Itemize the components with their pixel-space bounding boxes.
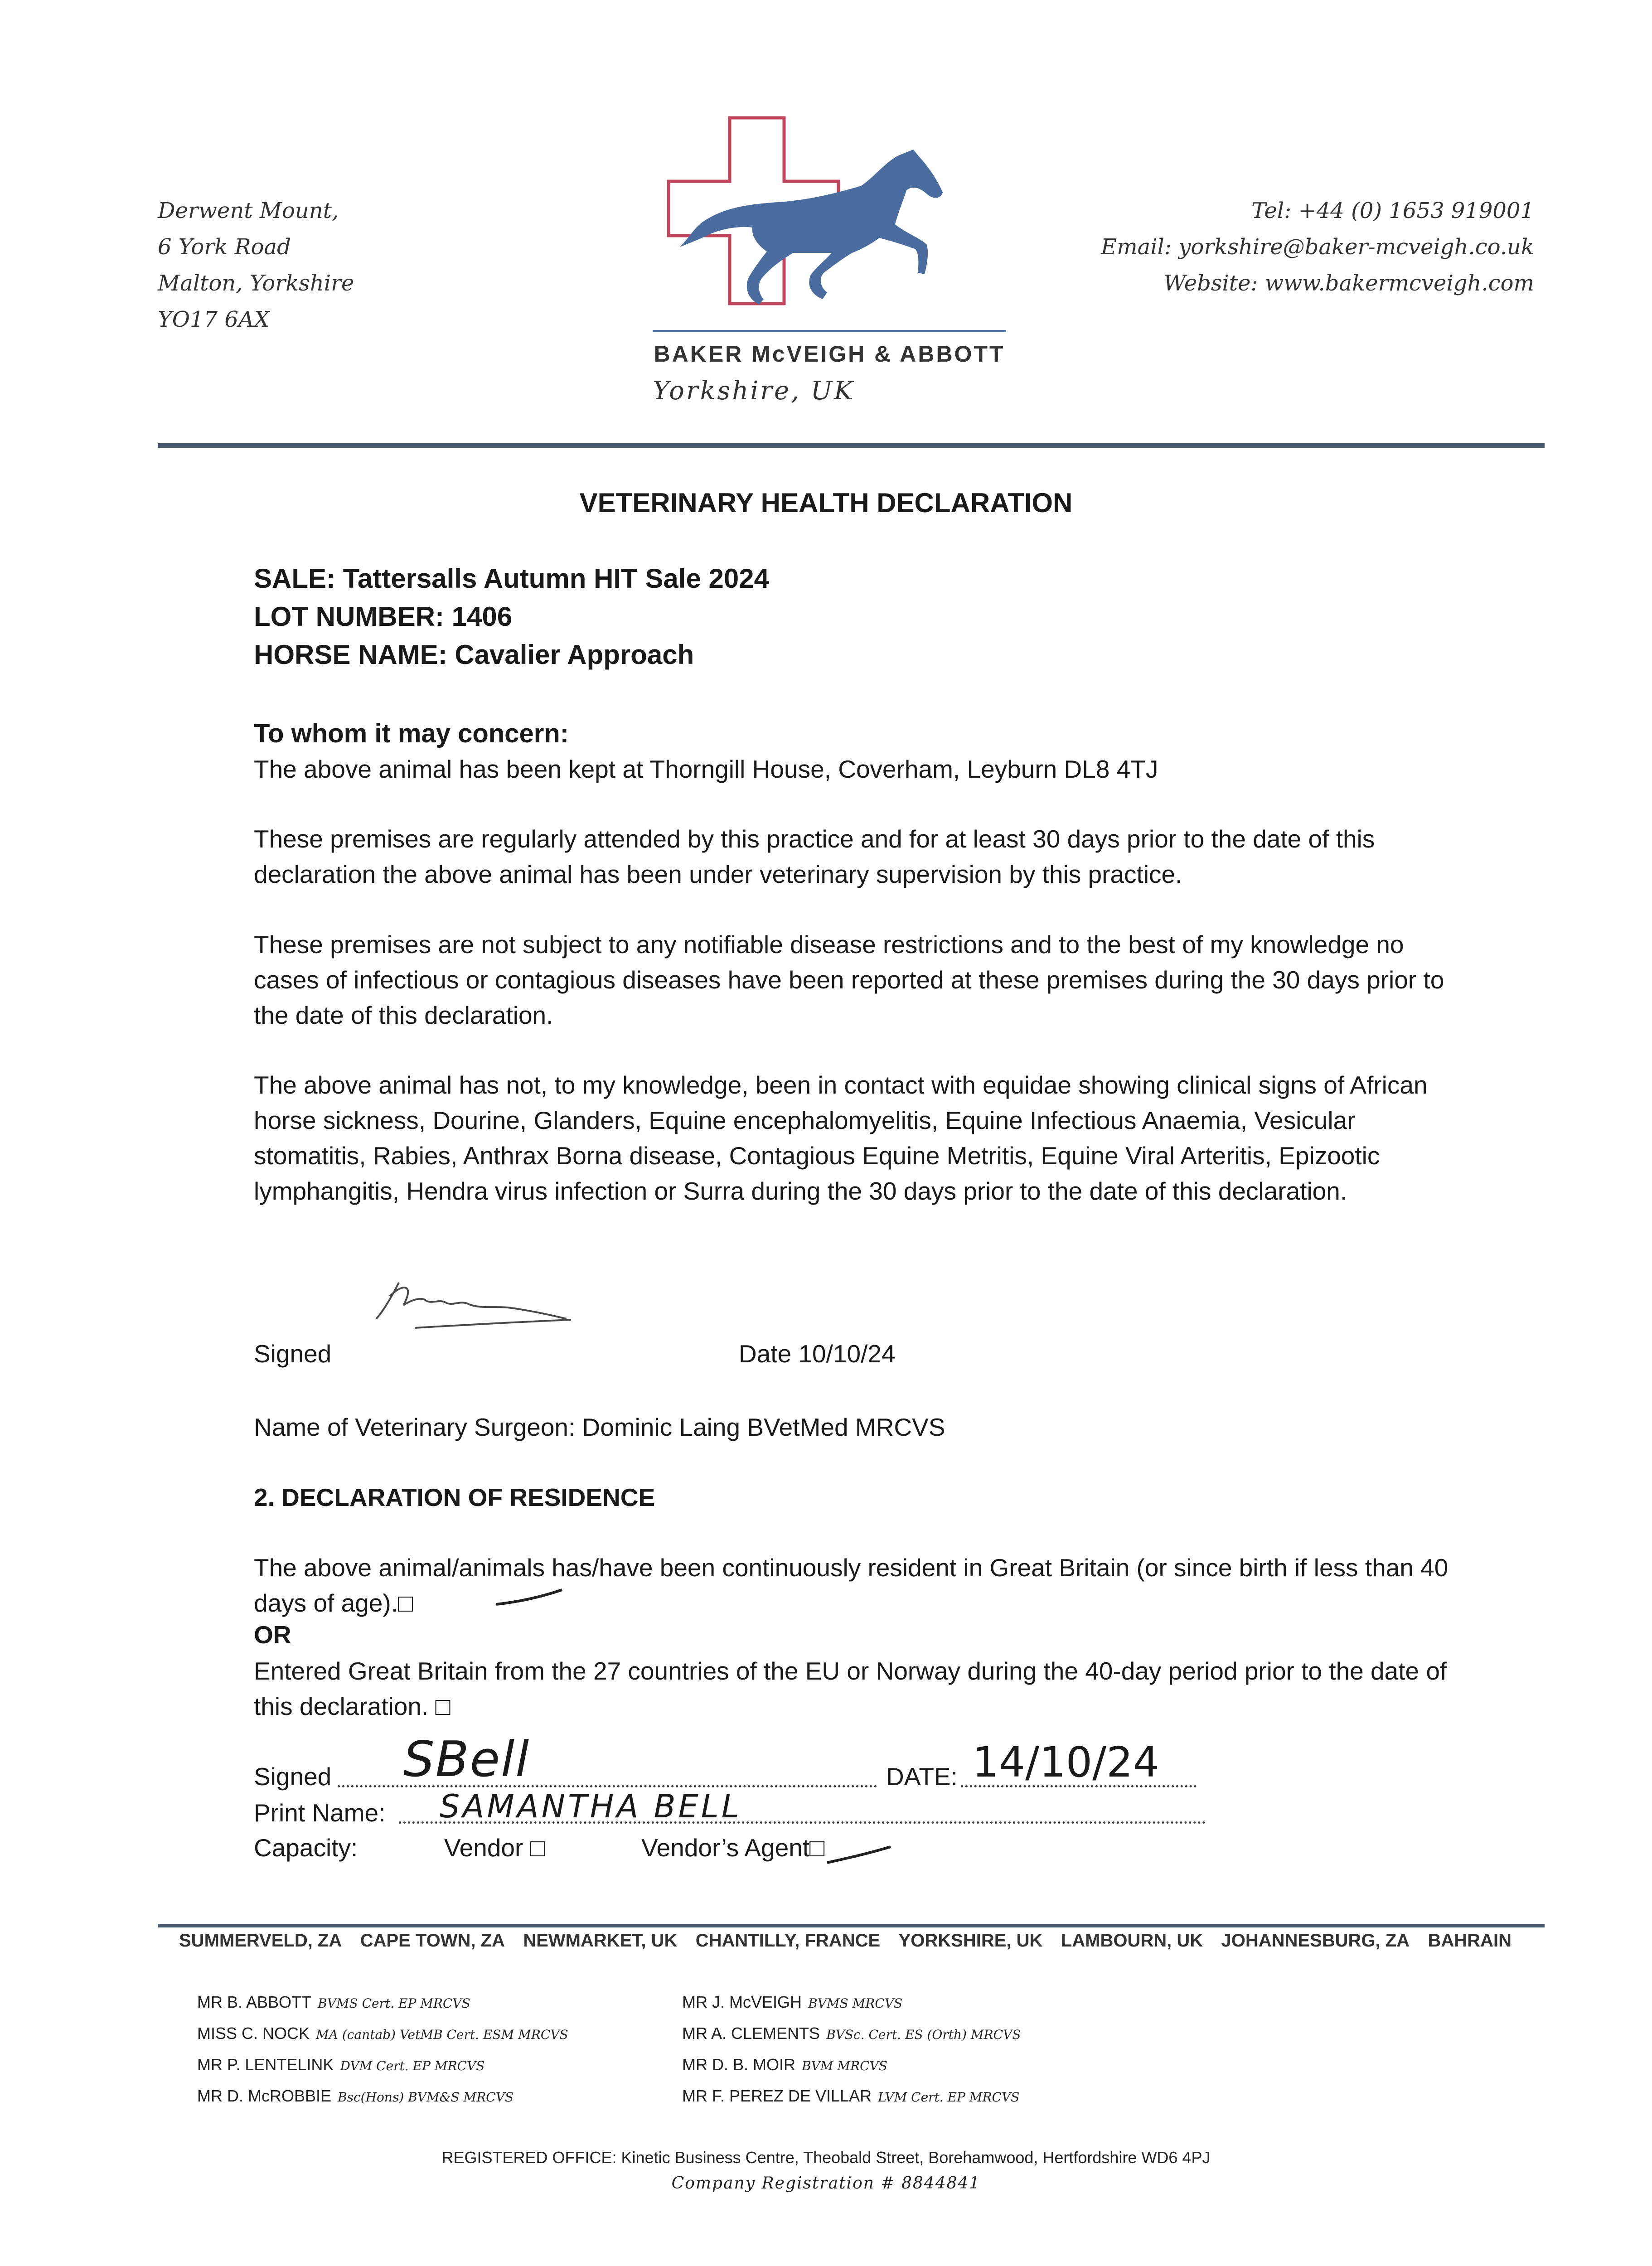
partner-qualifications: BVMS MRCVS xyxy=(808,1996,903,2011)
agent-tick-mark-icon xyxy=(825,1842,893,1867)
practice-contact xyxy=(1101,193,1534,301)
vet-signed-label: Signed xyxy=(254,1340,332,1368)
date-handwritten: 14/10/24 xyxy=(972,1738,1160,1787)
print-name-handwritten: SAMANTHA BELL xyxy=(440,1788,742,1825)
company-registration: Company Registration # 8844841 xyxy=(671,2174,981,2193)
office-location: JOHANNESBURG, ZA xyxy=(1221,1931,1410,1951)
or-separator: OR xyxy=(254,1621,291,1649)
tick-mark-icon xyxy=(494,1586,567,1613)
office-location: NEWMARKET, UK xyxy=(523,1931,678,1951)
partner-qualifications: BVM MRCVS xyxy=(802,2058,887,2073)
lot-label: LOT NUMBER: xyxy=(254,601,444,632)
vet-signature xyxy=(372,1264,580,1341)
practice-address xyxy=(158,193,354,338)
cross-and-horse-logo xyxy=(648,109,1011,344)
partner-entry xyxy=(197,2050,568,2081)
office-locations xyxy=(179,1931,1512,1951)
registered-office: REGISTERED OFFICE: Kinetic Business Centre, Theobald Street, Borehamwood, Hertfordshire WD6 4PJ xyxy=(441,2148,1211,2167)
salutation: To whom it may concern: xyxy=(254,719,569,748)
horse-line xyxy=(254,636,769,674)
partner-name: MR D. McROBBIE xyxy=(197,2087,332,2105)
partner-entry xyxy=(197,2081,568,2112)
address-line: YO17 6AX xyxy=(158,307,270,332)
lot-value: 1406 xyxy=(451,601,513,632)
partners-right-column xyxy=(682,1987,1021,2112)
office-location: CAPE TOWN, ZA xyxy=(360,1931,505,1951)
partner-entry xyxy=(197,1987,568,2019)
partner-name: MR F. PEREZ DE VILLAR xyxy=(682,2087,872,2105)
sale-value: Tattersalls Autumn HIT Sale 2024 xyxy=(343,563,769,594)
vendor-label: Vendor xyxy=(444,1834,523,1862)
address-line: Malton, Yorkshire xyxy=(158,271,354,296)
vendor-checkbox[interactable]: □ xyxy=(530,1834,545,1862)
partner-qualifications: MA (cantab) VetMB Cert. ESM MRCVS xyxy=(316,2027,568,2042)
partner-entry xyxy=(682,2019,1021,2050)
residence-option-1-text: The above animal/animals has/have been continuously resident in Great Britain (or since birth if less than 40 days of age). xyxy=(254,1554,1449,1617)
header-divider xyxy=(158,443,1545,448)
partner-entry xyxy=(682,2081,1021,2112)
vet-name: Name of Veterinary Surgeon: Dominic Laing BVetMed MRCVS xyxy=(254,1413,945,1441)
website-line: Website: www.bakermcveigh.com xyxy=(1163,271,1534,296)
paragraph-contact: The above animal has not, to my knowledge, been in contact with equidae showing clinical signs of African horse sickness, Dourine, Glanders, Equine encephalomyelitis, Equine Infectious Anaemia, Vesicular stomatitis, Rabies, Anthrax Borna disease, Contagious Equine Metritis, Equine Viral Arteritis, Epizootic lymphangitis, Hendra virus infection or Surra during the 30 days prior to the date of this declaration. xyxy=(254,1071,1428,1205)
office-location: LAMBOURN, UK xyxy=(1061,1931,1203,1951)
galloping-horse-icon xyxy=(680,150,943,305)
vendor-agent-checkbox[interactable]: □ xyxy=(809,1834,825,1862)
firm-location: Yorkshire, UK xyxy=(653,376,855,406)
vendor-agent-label: Vendor’s Agent xyxy=(641,1834,810,1862)
print-name-label: Print Name: xyxy=(254,1799,386,1827)
partner-name: MR J. McVEIGH xyxy=(682,1993,802,2011)
office-location: BAHRAIN xyxy=(1428,1931,1512,1951)
office-location: CHANTILLY, FRANCE xyxy=(695,1931,881,1951)
vendor-agent-option xyxy=(641,1833,824,1862)
partner-entry xyxy=(682,1987,1021,2019)
partner-name: MR P. LENTELINK xyxy=(197,2055,334,2074)
partner-entry xyxy=(197,2019,568,2050)
phone-line: Tel: +44 (0) 1653 919001 xyxy=(1251,198,1534,223)
sale-label: SALE: xyxy=(254,563,335,594)
partner-name: MR B. ABBOTT xyxy=(197,1993,312,2011)
section-2-title: 2. DECLARATION OF RESIDENCE xyxy=(254,1483,655,1511)
address-line: 6 York Road xyxy=(158,234,291,260)
residence-option-2-text: Entered Great Britain from the 27 countries of the EU or Norway during the 40-day period prior to the date of this declaration. xyxy=(254,1657,1447,1720)
date-label: DATE: xyxy=(886,1762,958,1791)
horse-label: HORSE NAME: xyxy=(254,639,447,670)
owner-signature: SBell xyxy=(403,1731,530,1788)
paragraph-restrictions: These premises are not subject to any notifiable disease restrictions and to the best of my knowledge no cases of infectious or contagious diseases have been reported at these premises during the 30 days prior to the date of this declaration. xyxy=(254,930,1444,1029)
partner-qualifications: Bsc(Hons) BVM&S MRCVS xyxy=(338,2090,514,2105)
address-line: Derwent Mount, xyxy=(158,198,339,223)
partners-left-column xyxy=(197,1987,568,2112)
office-location: YORKSHIRE, UK xyxy=(898,1931,1043,1951)
residence-option-2 xyxy=(254,1653,1468,1724)
partner-name: MISS C. NOCK xyxy=(197,2024,310,2043)
owner-signed-label: Signed xyxy=(254,1762,332,1791)
sale-line xyxy=(254,560,769,598)
office-location: SUMMERVELD, ZA xyxy=(179,1931,342,1951)
residence-option-2-checkbox[interactable]: □ xyxy=(435,1692,451,1720)
residence-option-1 xyxy=(254,1550,1468,1621)
partner-name: MR D. B. MOIR xyxy=(682,2055,795,2074)
sale-details xyxy=(254,560,769,674)
vet-signed-date: Date 10/10/24 xyxy=(739,1340,896,1368)
logo-underline xyxy=(653,330,1006,332)
footer-divider xyxy=(158,1924,1545,1927)
partner-qualifications: BVSc. Cert. ES (Orth) MRCVS xyxy=(826,2027,1021,2042)
document-title: VETERINARY HEALTH DECLARATION xyxy=(579,488,1073,518)
vendor-option xyxy=(444,1833,545,1862)
partner-qualifications: DVM Cert. EP MRCVS xyxy=(340,2058,485,2073)
paragraph-supervision: These premises are regularly attended by this practice and for at least 30 days prior to the date of this declaration the above animal has been under veterinary supervision by this practice. xyxy=(254,825,1375,888)
partner-qualifications: LVM Cert. EP MRCVS xyxy=(878,2090,1020,2105)
partner-qualifications: BVMS Cert. EP MRCVS xyxy=(318,1996,470,2011)
partner-entry xyxy=(682,2050,1021,2081)
lot-line xyxy=(254,598,769,636)
firm-name: BAKER McVEIGH & ABBOTT xyxy=(654,341,1005,367)
paragraph-premises: The above animal has been kept at Thorngill House, Coverham, Leyburn DL8 4TJ xyxy=(254,755,1158,783)
capacity-label: Capacity: xyxy=(254,1834,358,1862)
residence-option-1-checkbox[interactable]: □ xyxy=(397,1589,413,1617)
email-line: Email: yorkshire@baker-mcveigh.co.uk xyxy=(1101,234,1534,260)
horse-value: Cavalier Approach xyxy=(455,639,694,670)
partner-name: MR A. CLEMENTS xyxy=(682,2024,820,2043)
